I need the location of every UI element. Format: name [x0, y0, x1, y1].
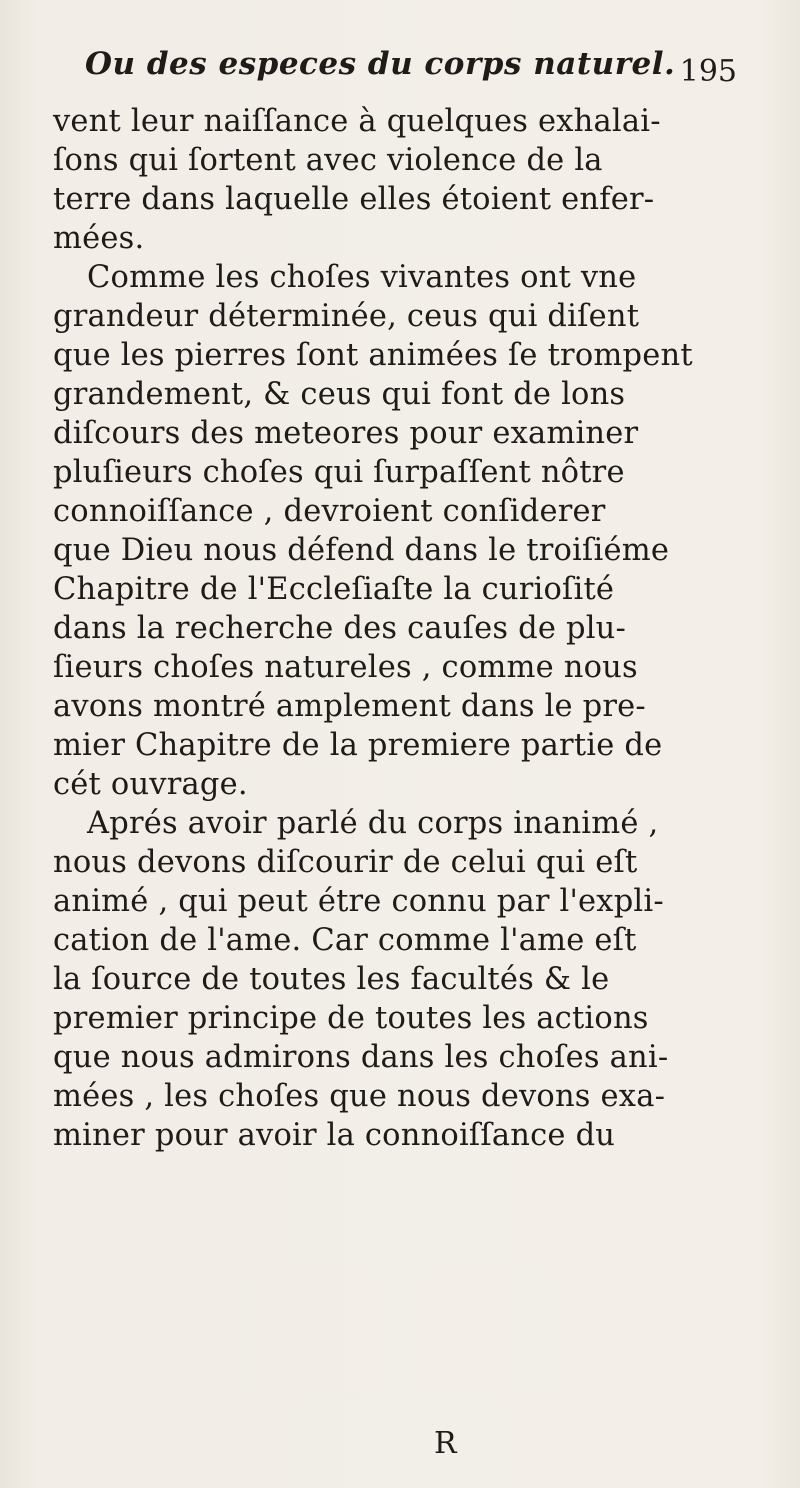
text-line: que les pierres ſont animées ſe trompent [53, 338, 693, 373]
text-line: la ſource de toutes les facultés & le [53, 962, 610, 997]
running-title: Ou des especes du corps naturel. [85, 46, 676, 82]
page-number: 195 [679, 54, 737, 89]
text-line: terre dans laquelle elles étoient enfer- [53, 182, 655, 217]
text-line: mier Chapitre de la premiere partie de [53, 728, 663, 763]
text-line: grandement, & ceus qui font de lons [53, 377, 626, 412]
text-line: vent leur naiſſance à quelques exhalai- [53, 104, 661, 139]
paragraph-start-line: Comme les choſes vivantes ont vne [87, 260, 637, 295]
body-text [53, 102, 753, 1155]
text-line: diſcours des meteores pour examiner [53, 416, 639, 451]
catchword: R [434, 1426, 457, 1461]
text-line: pluſieurs choſes qui ſurpaſſent nôtre [53, 455, 625, 490]
text-line: grandeur déterminée, ceus qui diſent [53, 299, 640, 334]
text-line: miner pour avoir la connoiſſance du [53, 1118, 616, 1153]
text-line: ſons qui ſortent avec violence de la [53, 143, 603, 178]
text-line: Chapitre de l'Eccleſiaſte la curioſité [53, 572, 615, 607]
text-line: mées , les choſes que nous devons exa- [53, 1079, 666, 1114]
text-line: ſieurs choſes natureles , comme nous [53, 650, 638, 685]
text-line: cation de l'ame. Car comme l'ame eſt [53, 923, 637, 958]
text-line: avons montré amplement dans le pre- [53, 689, 646, 724]
paragraph-start-line: Aprés avoir parlé du corps inanimé , [87, 806, 659, 841]
text-line: animé , qui peut étre connu par l'expli- [53, 884, 664, 919]
text-line: connoiſſance , devroient conſiderer [53, 494, 606, 529]
running-head [85, 42, 737, 92]
text-line: que Dieu nous défend dans le troiſiéme [53, 533, 670, 568]
text-line: cét ouvrage. [53, 767, 248, 802]
text-line: nous devons diſcourir de celui qui eſt [53, 845, 638, 880]
text-line: que nous admirons dans les choſes ani- [53, 1040, 669, 1075]
text-line: premier principe de toutes les actions [53, 1001, 649, 1036]
text-line: mées. [53, 221, 145, 256]
text-line: dans la recherche des cauſes de plu- [53, 611, 626, 646]
